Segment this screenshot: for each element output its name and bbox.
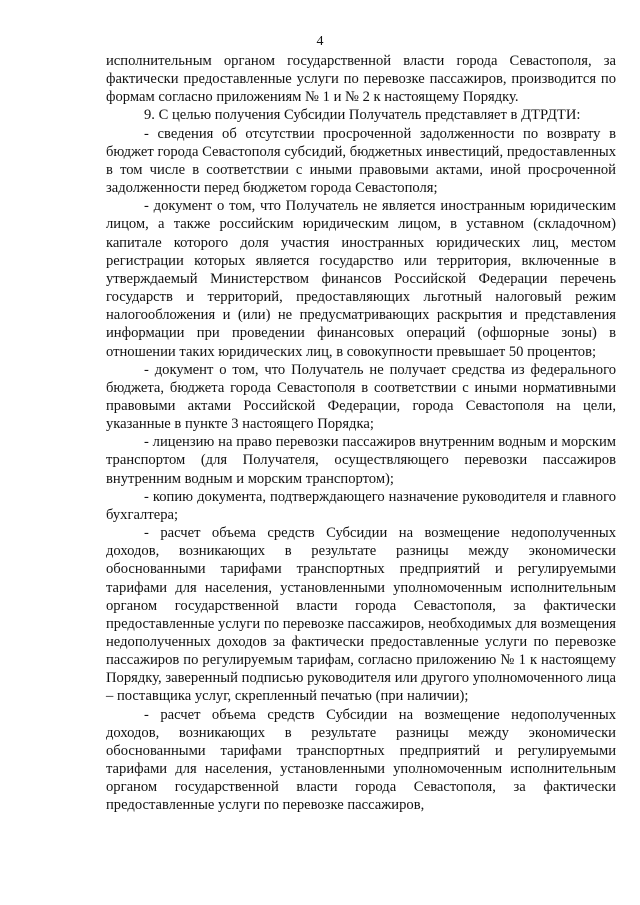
list-item-subsidy-calc-2: - расчет объема средств Субсидии на возмещение недополученных доходов, возникающих в результате разницы между экономически обоснованными тарифами транспортных предприятий и регулируемыми тарифами для населения, установленными уполномоченным исполнительным органом государственной власти города Севастополя, за фактически предоставленные услуги по перевозке пассажиров,	[106, 706, 616, 814]
paragraph-item-9: 9. С целью получения Субсидии Получатель представляет в ДТРДТИ:	[144, 107, 581, 124]
list-item-no-federal-funds: - документ о том, что Получатель не получает средства из федерального бюджета, бюджета города Севастополя в соответствии с иными нормативными правовыми актами Российской Федерации, города Севастополя на цели, указанные в пункте 3 настоящего Порядка;	[106, 361, 616, 433]
list-item-not-foreign-entity: - документ о том, что Получатель не является иностранным юридическим лицом, а также российским юридическим лицом, в уставном (складочном) капитале которого доля участия иностранных юридических лиц, местом регистрации которых является государство или территория, включенные в утверждаемый Министерством финансов Российской Федерации перечень государств и территорий, предоставляющих льготный налоговый режим налогообложения и (или) не предусматривающих раскрытия и представления информации при проведении финансовых операций (офшорные зоны) в отношении таких юридических лиц, в совокупности превышает 50 процентов;	[106, 198, 616, 360]
list-item-no-debt-info: - сведения об отсутствии просроченной задолженности по возврату в бюджет города Севастополя субсидий, бюджетных инвестиций, предоставленных в том числе в соответствии с иными правовыми актами, иной просроченной задолженности перед бюджетом города Севастополя;	[106, 125, 616, 197]
list-item-license: - лицензию на право перевозки пассажиров внутренним водным и морским транспортом (для Получателя, осуществляющего перевозки пассажиров внутренним водным и морским транспортом);	[106, 434, 616, 487]
list-item-appointment-copy: - копию документа, подтверждающего назначение руководителя и главного бухгалтера;	[106, 488, 616, 523]
document-body	[106, 52, 616, 815]
list-item-subsidy-calc-1: - расчет объема средств Субсидии на возмещение недополученных доходов, возникающих в результате разницы между экономически обоснованными тарифами транспортных предприятий и регулируемыми тарифами для населения, установленными уполномоченным исполнительным органом государственной власти города Севастополя, за фактически предоставленные услуги по перевозке пассажиров, необходимых для возмещения недополученных доходов за фактически предоставленные услуги по перевозке пассажиров по регулируемым тарифам, согласно приложению № 1 к настоящему Порядку, заверенный подписью руководителя или другого уполномоченного лица – поставщика услуг, скрепленный печатью (при наличии);	[106, 525, 616, 705]
paragraph-continuation: исполнительным органом государственной власти города Севастополя, за фактически предоставленные услуги по перевозке пассажиров, производится по формам согласно приложениям № 1 и № 2 к настоящему Порядку.	[106, 53, 616, 106]
page-number: 4	[316, 34, 324, 49]
